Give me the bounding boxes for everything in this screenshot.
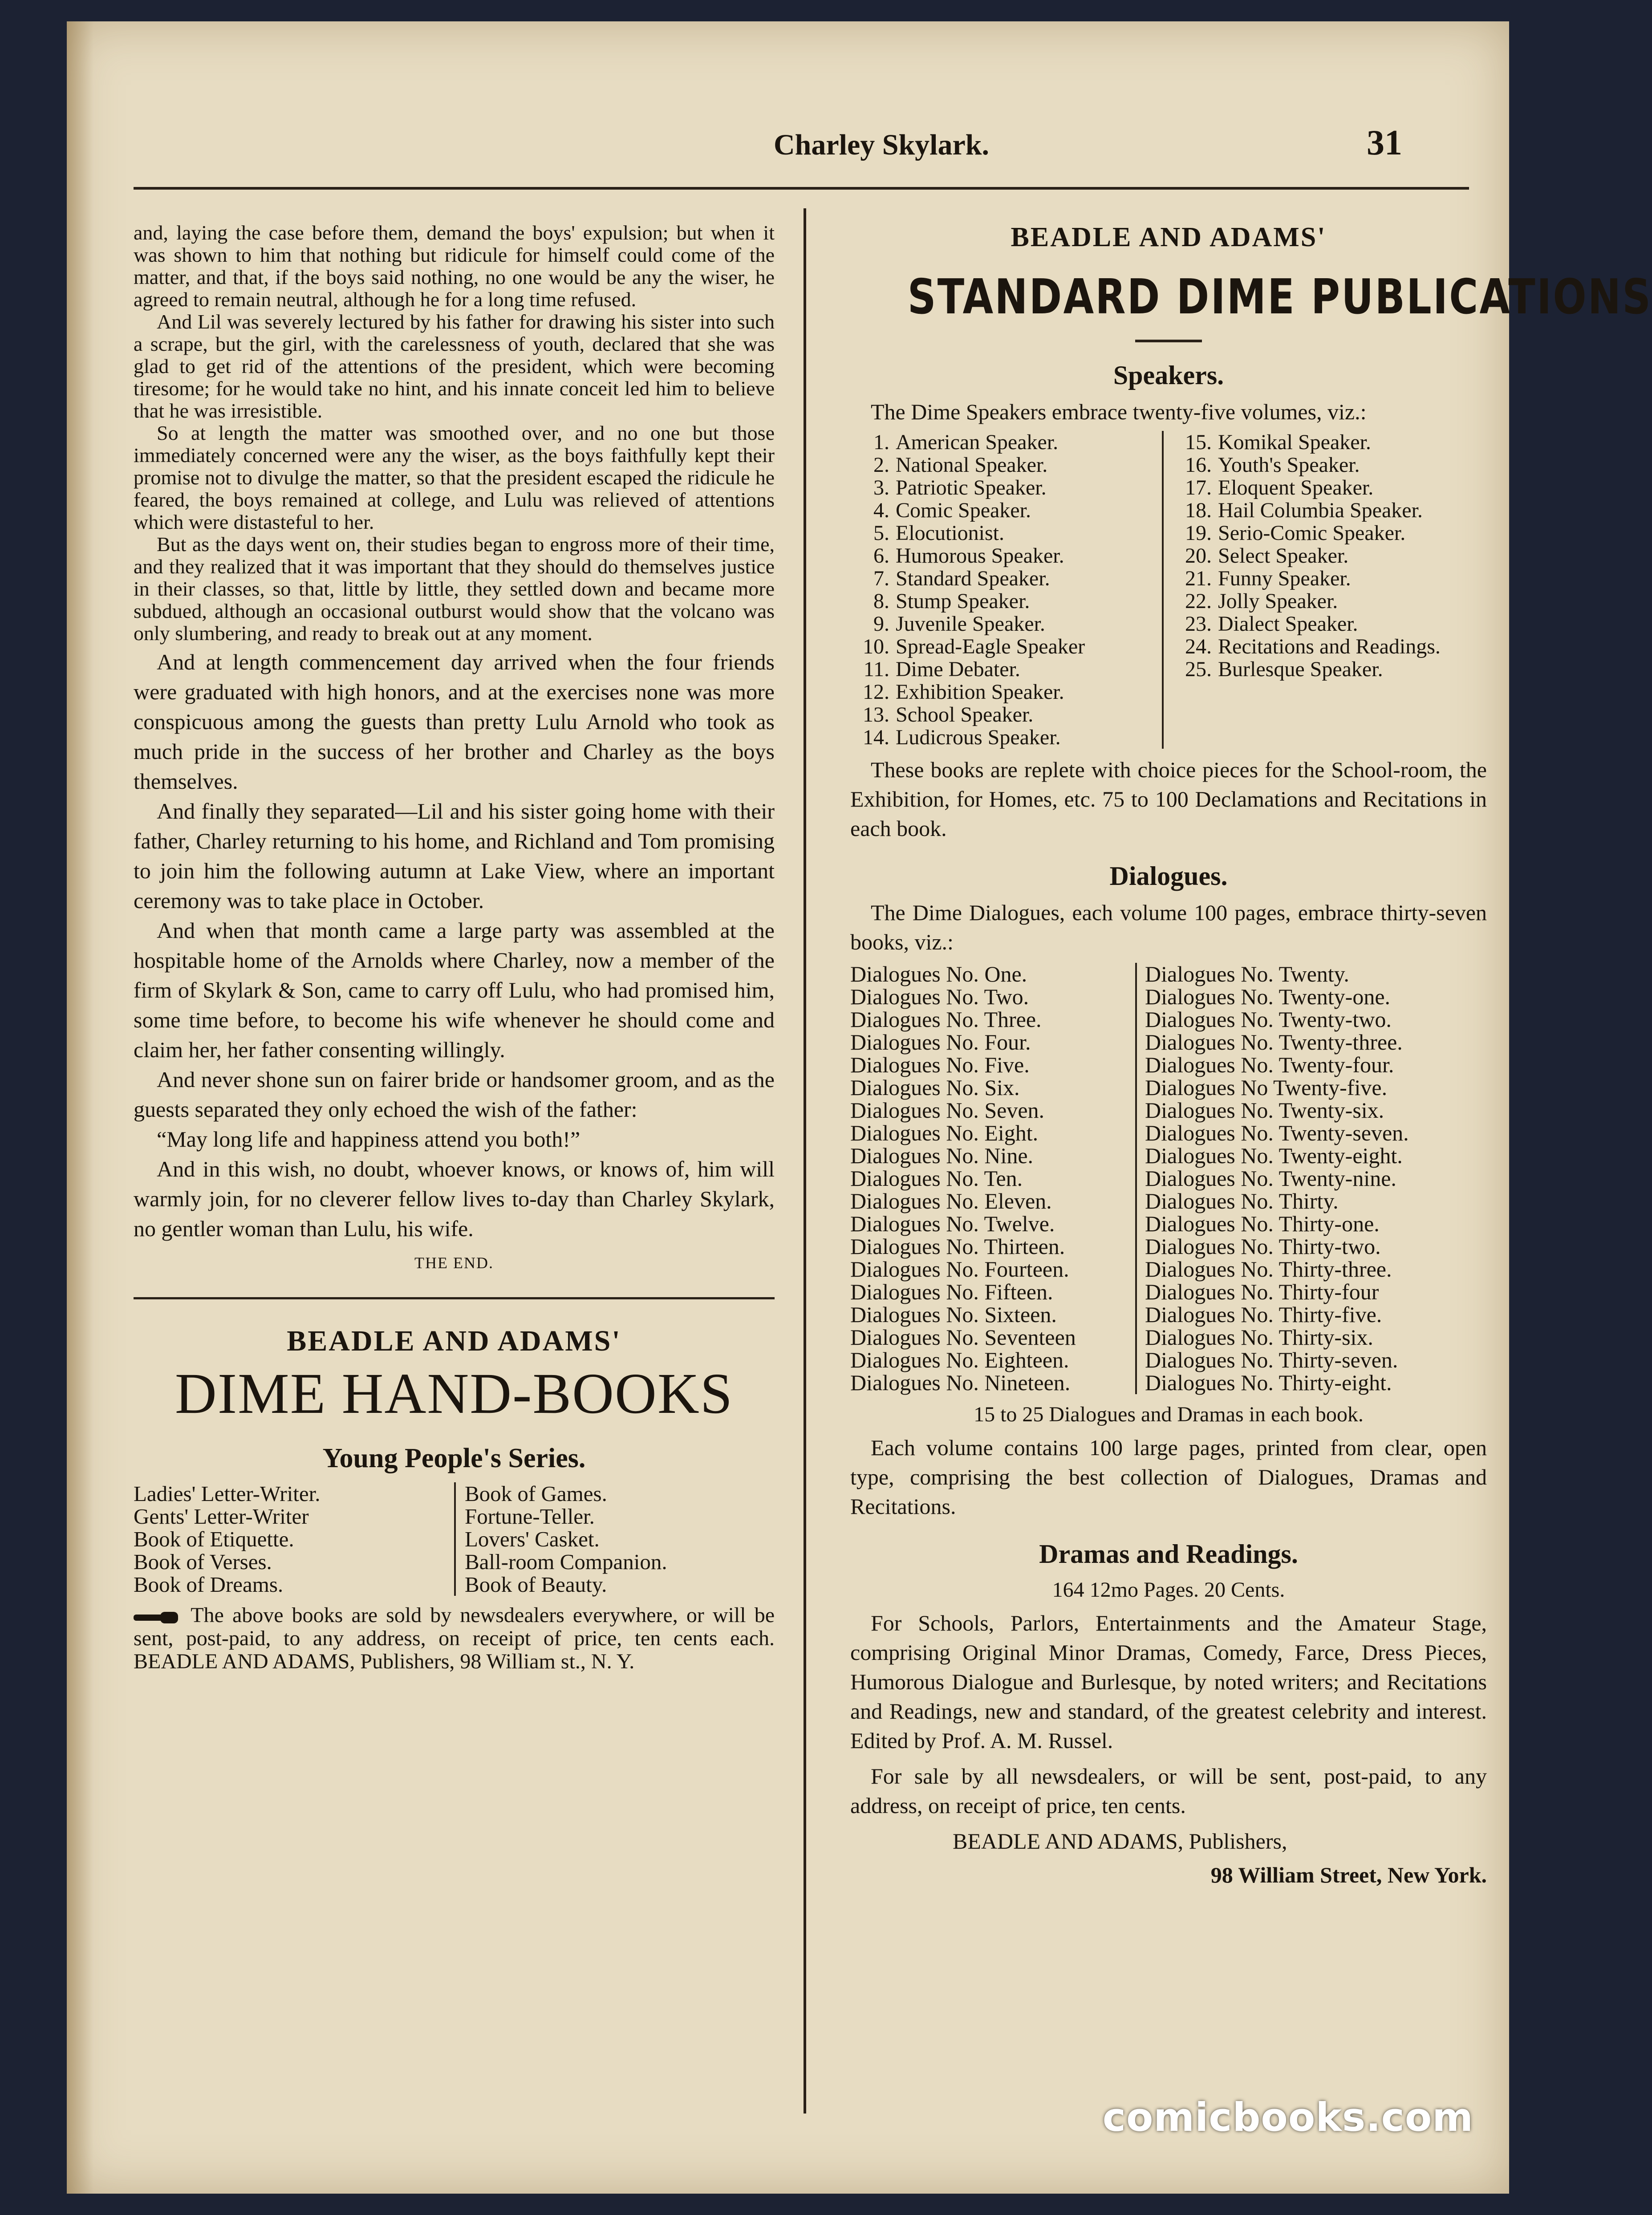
- list-item: Dialogues No. Thirty-three.: [1145, 1257, 1392, 1282]
- list-item: Dialogues No. Twenty-four.: [1145, 1052, 1394, 1077]
- story-continuation: [134, 222, 775, 645]
- dialogues-intro: The Dime Dialogues, each volume 100 pages, embrace thirty-seven books, viz.:: [850, 900, 1487, 954]
- list-item-title: Humorous Speaker.: [896, 544, 1064, 568]
- list-item: [850, 476, 1162, 499]
- handbooks-note: [134, 1604, 775, 1673]
- list-item-number: 23.: [1185, 612, 1212, 636]
- list-item: Dialogues No. Fifteen.: [850, 1279, 1053, 1304]
- list-item: Dialogues No. Thirty-one.: [1145, 1211, 1380, 1236]
- list-item-title: Eloquent Speaker.: [1218, 476, 1374, 499]
- dramas-heading: Dramas and Readings.: [1039, 1539, 1298, 1569]
- list-item: [850, 658, 1162, 681]
- list-item-title: Stump Speaker.: [896, 589, 1030, 613]
- list-item-number: 15.: [1185, 430, 1212, 454]
- list-item: Dialogues No. Eleven.: [850, 1189, 1052, 1213]
- list-item-title: Funny Speaker.: [1218, 567, 1351, 590]
- list-item: [850, 431, 1162, 454]
- speakers-list: [850, 431, 1487, 749]
- list-item: Gents' Letter-Writer: [134, 1504, 309, 1529]
- list-item: [850, 567, 1162, 590]
- list-item-title: Serio-Comic Speaker.: [1218, 521, 1406, 545]
- list-item-title: National Speaker.: [896, 453, 1048, 477]
- list-item-number: 11.: [863, 657, 889, 681]
- list-item-title: Komikal Speaker.: [1218, 430, 1371, 454]
- sale-note: For sale by all newsdealers, or will be sent, post-paid, to any address, on receipt of price, ten cents.: [850, 1764, 1487, 1818]
- dialogues-count-line: 15 to 25 Dialogues and Dramas in each book.: [974, 1403, 1364, 1426]
- running-title: Charley Skylark.: [773, 129, 990, 161]
- list-item-number: 21.: [1185, 567, 1212, 590]
- list-item: [1173, 499, 1480, 522]
- list-item: Dialogues No. Twenty-two.: [1145, 1007, 1392, 1032]
- list-item-number: 10.: [863, 635, 889, 658]
- address-line: 98 William Street, New York.: [1210, 1862, 1487, 1887]
- story-paragraph: So at length the matter was smoothed over, and no one but those immediately concerned were any the wiser, as the boys faithfully kept their promise not to divulge the matter, so that the president escaped the ridicule he feared, the boys remained at college, and Lulu was relieved of attentions which were distasteful to her.: [134, 422, 775, 533]
- speakers-list-column: [1162, 431, 1480, 749]
- story-paragraph: And in this wish, no doubt, whoever knows, or knows of, him will warmly join, for no cleverer fellow lives to-day than Charley Skylark, no gentler woman than Lulu, his wife.: [134, 1156, 775, 1241]
- dialogues-list-column: [1135, 963, 1409, 1394]
- list-item: [850, 635, 1162, 658]
- list-item-title: School Speaker.: [896, 703, 1034, 726]
- speakers-list-column: [850, 431, 1162, 749]
- list-item: Dialogues No. Three.: [850, 1007, 1042, 1032]
- list-item-title: Juvenile Speaker.: [896, 612, 1045, 636]
- list-item: Dialogues No. Twenty.: [1145, 961, 1349, 986]
- list-item-number: 25.: [1185, 657, 1212, 681]
- handbooks-advertisement: [134, 1324, 775, 1673]
- list-item: Dialogues No. Six.: [850, 1075, 1020, 1100]
- list-item: Book of Games.: [465, 1481, 607, 1506]
- list-item-title: Comic Speaker.: [896, 499, 1031, 522]
- header-rule: [134, 187, 1469, 190]
- list-item: Dialogues No. Eight.: [850, 1120, 1039, 1145]
- list-item: Dialogues No. Twenty-six.: [1145, 1098, 1384, 1123]
- list-item-number: 8.: [873, 589, 889, 613]
- list-item: [850, 681, 1162, 703]
- list-item: Dialogues No. Two.: [850, 984, 1029, 1009]
- right-column: [850, 222, 1652, 1888]
- list-item: Dialogues No. Twenty-eight.: [1145, 1143, 1403, 1168]
- list-item-title: Hail Columbia Speaker.: [1218, 499, 1423, 522]
- short-rule: [1135, 340, 1202, 342]
- list-item: Dialogues No. Thirty-eight.: [1145, 1370, 1392, 1395]
- list-item: [850, 522, 1162, 544]
- list-item-title: Exhibition Speaker.: [896, 680, 1064, 704]
- list-item: [850, 613, 1162, 635]
- publications-title: STANDARD DIME PUBLICATIONS: [907, 269, 1652, 325]
- list-item-number: 13.: [863, 703, 889, 726]
- the-end-label: THE END.: [414, 1254, 494, 1272]
- dialogues-outro: Each volume contains 100 large pages, printed from clear, open type, comprising the best collection of Dialogues, Dramas and Recitations.: [850, 1435, 1487, 1519]
- pointing-hand-icon: [134, 1611, 183, 1623]
- list-item-number: 4.: [873, 499, 889, 522]
- list-item-number: 3.: [873, 476, 889, 499]
- section-rule: [134, 1297, 775, 1299]
- list-item: [1173, 522, 1480, 544]
- list-item-number: 20.: [1185, 544, 1212, 568]
- story-paragraph: And when that month came a large party was assembled at the hospitable home of the Arnolds where Charley, now a member of the firm of Skylark & Son, came to carry off Lulu, who had promised him, some time before, to become his wife whenever he should come and claim her, her father consenting willingly.: [134, 918, 775, 1062]
- list-item: Dialogues No. Ten.: [850, 1166, 1023, 1191]
- list-item: Dialogues No. Twenty-one.: [1145, 984, 1391, 1009]
- story-quote: “May long life and happiness attend you both!”: [157, 1127, 580, 1152]
- list-item: Lovers' Casket.: [465, 1527, 600, 1551]
- speakers-outro: These books are replete with choice pieces for the School-room, the Exhibition, for Homes, etc. 75 to 100 Declamations and Recitations in each book.: [850, 757, 1487, 841]
- list-item-number: 6.: [873, 544, 889, 568]
- list-item: Dialogues No. Five.: [850, 1052, 1030, 1077]
- list-item: Dialogues No. Seventeen: [850, 1325, 1076, 1350]
- dialogues-heading: Dialogues.: [1109, 861, 1228, 891]
- list-item-number: 18.: [1185, 499, 1212, 522]
- list-item: Dialogues No. Nine.: [850, 1143, 1034, 1168]
- list-item: Dialogues No. Thirty-four: [1145, 1279, 1379, 1304]
- list-item: Dialogues No. Four.: [850, 1030, 1031, 1055]
- dialogues-list: [850, 963, 1487, 1394]
- handbooks-publisher: BEADLE AND ADAMS': [287, 1325, 621, 1357]
- list-item: [1173, 476, 1480, 499]
- list-item: Ball-room Companion.: [465, 1550, 667, 1574]
- dramas-price-line: 164 12mo Pages. 20 Cents.: [1052, 1578, 1285, 1602]
- list-item: [1173, 431, 1480, 454]
- list-item: Book of Etiquette.: [134, 1527, 294, 1551]
- dialogues-list-column: [850, 963, 1135, 1394]
- list-item: Book of Dreams.: [134, 1572, 284, 1597]
- list-item-title: American Speaker.: [896, 430, 1059, 454]
- site-watermark: comicbooks.com: [1102, 2094, 1473, 2140]
- list-item: Dialogues No. Fourteen.: [850, 1257, 1069, 1282]
- list-item: Dialogues No. Seven.: [850, 1098, 1045, 1123]
- list-item: Dialogues No. Thirty-two.: [1145, 1234, 1381, 1259]
- list-item: Dialogues No. Sixteen.: [850, 1302, 1057, 1327]
- magazine-page: [67, 21, 1652, 2194]
- list-item: Dialogues No Twenty-five.: [1145, 1075, 1388, 1100]
- list-item-number: 5.: [873, 521, 889, 545]
- list-item-title: Elocutionist.: [896, 521, 1004, 545]
- list-item-number: 9.: [873, 612, 889, 636]
- list-item-title: Ludicrous Speaker.: [896, 726, 1061, 749]
- list-item: [850, 544, 1162, 567]
- story-paragraph: And at length commencement day arrived when the four friends were graduated with high honors, and at the exercises none was more conspicuous among the guests than pretty Lulu Arnold who took as much pride in the success of her brother and Charley as the boys themselves.: [134, 649, 775, 794]
- list-item-title: Dialect Speaker.: [1218, 612, 1358, 636]
- list-item: [850, 703, 1162, 726]
- list-item-number: 14.: [863, 726, 889, 749]
- list-item: [1173, 567, 1480, 590]
- list-item: Dialogues No. Twenty-seven.: [1145, 1120, 1409, 1145]
- list-item: Fortune-Teller.: [465, 1504, 595, 1529]
- list-item-number: 24.: [1185, 635, 1212, 658]
- handbooks-list-column: [134, 1482, 454, 1596]
- story-paragraph: But as the days went on, their studies began to engross more of their time, and they realized that it was important that they should do themselves justice in their classes, so that, little by little, they settled down and became more subdued, although an occasional outburst would show that the volcano was only slumbering, and ready to break out at any moment.: [134, 533, 775, 645]
- list-item: [1173, 544, 1480, 567]
- publisher-line: BEADLE AND ADAMS, Publishers,: [953, 1829, 1287, 1854]
- list-item: [1173, 590, 1480, 613]
- list-item: Dialogues No. Thirteen.: [850, 1234, 1065, 1259]
- list-item-title: Jolly Speaker.: [1218, 589, 1338, 613]
- list-item-title: Dime Debater.: [896, 657, 1020, 681]
- list-item-number: 16.: [1185, 453, 1212, 477]
- list-item-number: 2.: [873, 453, 889, 477]
- list-item-title: Standard Speaker.: [896, 567, 1050, 590]
- list-item: Dialogues No. Thirty-five.: [1145, 1302, 1382, 1327]
- list-item: [1173, 454, 1480, 476]
- list-item: Dialogues No. Twenty-nine.: [1145, 1166, 1396, 1191]
- list-item-title: Burlesque Speaker.: [1218, 657, 1383, 681]
- list-item: [1173, 635, 1480, 658]
- left-column: [134, 222, 775, 1673]
- handbooks-title: DIME HAND-BOOKS: [175, 1362, 734, 1426]
- list-item: Book of Beauty.: [465, 1572, 607, 1597]
- story-ending: [134, 647, 775, 1244]
- list-item: Ladies' Letter-Writer.: [134, 1481, 321, 1506]
- story-paragraph: And Lil was severely lectured by his father for drawing his sister into such a scrape, but the girl, with the carelessness of youth, declared that she was glad to get rid of the attentions of the president, which were becoming tiresome; for he would take no hint, and his innate conceit led him to believe that he was irresistible.: [134, 310, 775, 422]
- dramas-description: For Schools, Parlors, Entertainments and the Amateur Stage, comprising Original Minor Dramas, Comedy, Farce, Dress Pieces, Humorous Dialogue and Burlesque, by noted writers; and Recitations and Readings, new and standard, of the greatest celebrity and interest. Edited by Prof. A. M. Russel.: [850, 1611, 1487, 1753]
- handbooks-list: [134, 1482, 775, 1596]
- handbooks-list-column: [454, 1482, 667, 1596]
- story-paragraph: And never shone sun on fairer bride or handsomer groom, and as the guests separated they only echoed the wish of the father:: [134, 1067, 775, 1122]
- list-item-title: Spread-Eagle Speaker: [896, 635, 1085, 658]
- list-item: [850, 590, 1162, 613]
- list-item: Dialogues No. Thirty-six.: [1145, 1325, 1373, 1350]
- list-item-title: Patriotic Speaker.: [896, 476, 1047, 499]
- handbooks-series: Young People's Series.: [322, 1443, 586, 1473]
- list-item-number: 12.: [863, 680, 889, 704]
- list-item-number: 17.: [1185, 476, 1212, 499]
- list-item-title: Select Speaker.: [1218, 544, 1349, 568]
- list-item: Dialogues No. Eighteen.: [850, 1347, 1069, 1372]
- publisher-heading: BEADLE AND ADAMS': [1011, 222, 1327, 252]
- list-item: [850, 499, 1162, 522]
- list-item: Dialogues No. Nineteen.: [850, 1370, 1071, 1395]
- list-item-title: Recitations and Readings.: [1218, 635, 1441, 658]
- list-item: Dialogues No. Twenty-three.: [1145, 1030, 1403, 1055]
- list-item: [1173, 613, 1480, 635]
- speakers-intro: The Dime Speakers embrace twenty-five volumes, viz.:: [871, 399, 1367, 424]
- list-item: Book of Verses.: [134, 1550, 272, 1574]
- page-header: [134, 21, 1460, 208]
- story-paragraph: And finally they separated—Lil and his sister going home with their father, Charley returning to his home, and Richland and Tom promising to join him the following autumn at Lake View, where an important ceremony was to take place in October.: [134, 799, 775, 913]
- speakers-heading: Speakers.: [1113, 361, 1224, 390]
- list-item: [850, 454, 1162, 476]
- column-divider: [804, 208, 806, 2114]
- list-item-number: 22.: [1185, 589, 1212, 613]
- handbooks-note-text: The above books are sold by newsdealers everywhere, or will be sent, post-paid, to any address, on receipt of price, ten cents each. BEADLE AND ADAMS, Publishers, 98 William st., N. Y.: [134, 1603, 775, 1673]
- list-item-number: 1.: [873, 430, 889, 454]
- list-item: Dialogues No. One.: [850, 961, 1027, 986]
- page-number: 31: [1367, 123, 1402, 162]
- story-paragraph: and, laying the case before them, demand the boys' expulsion; but when it was shown to him that nothing but ridicule for himself could come of the matter, and that, if the boys said nothing, no one would be any the wiser, he agreed to remain neutral, although he for a long time refused.: [134, 221, 775, 311]
- list-item: [850, 726, 1162, 749]
- list-item: [1173, 658, 1480, 681]
- list-item-title: Youth's Speaker.: [1218, 453, 1360, 477]
- list-item-number: 7.: [873, 567, 889, 590]
- list-item: Dialogues No. Twelve.: [850, 1211, 1055, 1236]
- list-item-number: 19.: [1185, 521, 1212, 545]
- list-item: Dialogues No. Thirty-seven.: [1145, 1347, 1398, 1372]
- list-item: Dialogues No. Thirty.: [1145, 1189, 1339, 1213]
